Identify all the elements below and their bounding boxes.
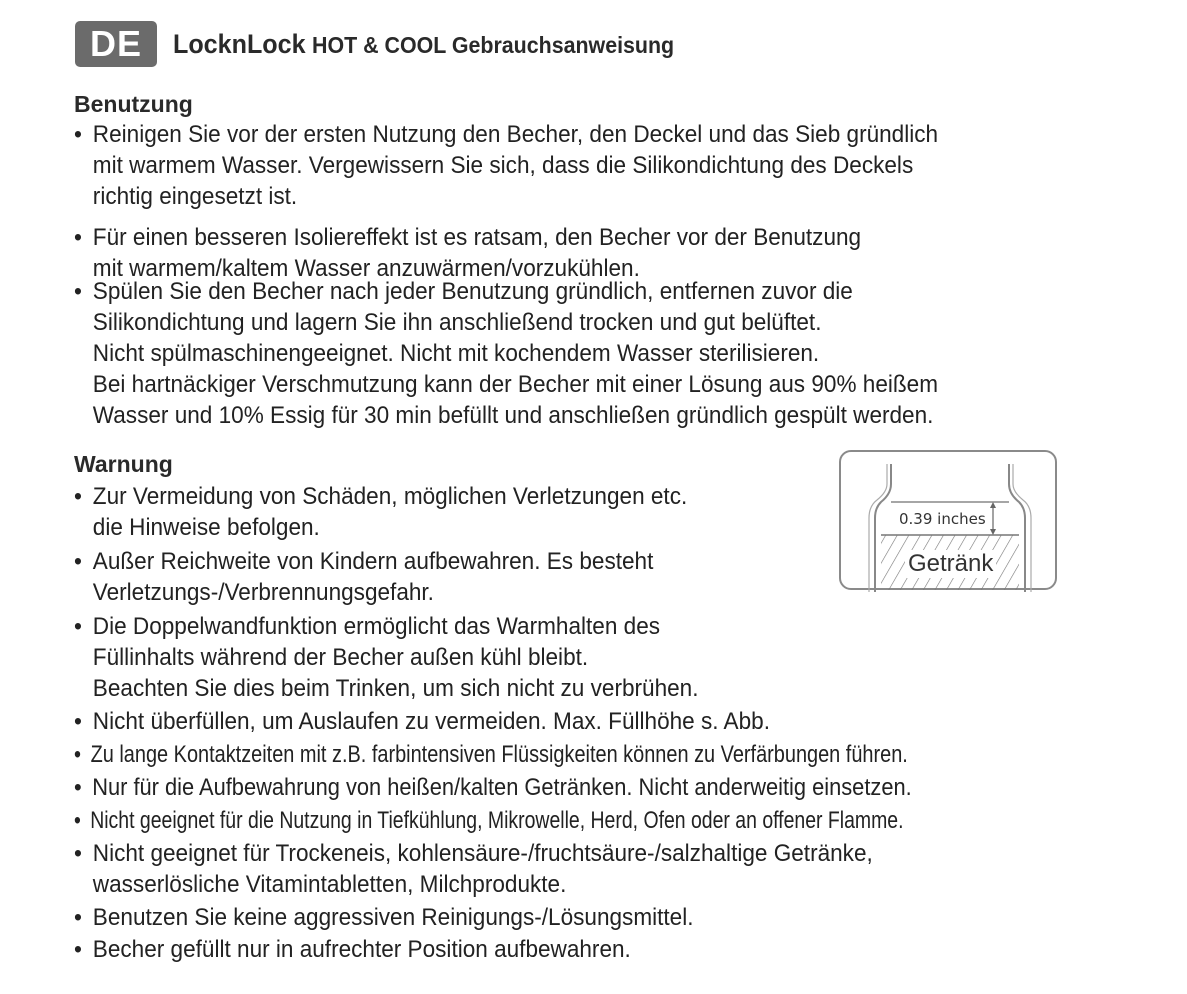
warning-item xyxy=(74,805,1098,836)
warning-item xyxy=(74,838,924,900)
usage-item xyxy=(74,222,911,284)
warning-item-line: • Die Doppelwandfunktion ermöglicht das Warmhalten des xyxy=(74,611,698,642)
fill-gap-label: 0.39 inches xyxy=(899,510,986,528)
warning-item-line: • Nicht geeignet für die Nutzung in Tiefkühlung, Mikrowelle, Herd, Ofen oder an offener Flamme. xyxy=(74,805,904,836)
warning-item-line: Beachten Sie dies beim Trinken, um sich nicht zu verbrühen. xyxy=(92,675,699,702)
warning-item-line: • Benutzen Sie keine aggressiven Reinigungs-/Lösungsmittel. xyxy=(74,902,694,933)
usage-item-line: • Spülen Sie den Becher nach jeder Benutzung gründlich, entfernen zuvor die xyxy=(74,276,938,307)
warning-item xyxy=(74,611,738,704)
drink-label: Getränk xyxy=(905,550,996,578)
warning-item-line: • Zu lange Kontaktzeiten mit z.B. farbintensiven Flüssigkeiten können zu Verfärbungen führen. xyxy=(74,739,908,770)
warning-item xyxy=(74,772,995,803)
usage-item-line: richtig eingesetzt ist. xyxy=(92,183,298,210)
page-title xyxy=(173,29,674,60)
usage-item-line: Nicht spülmaschinengeeignet. Nicht mit kochendem Wasser sterilisieren. xyxy=(92,340,820,367)
usage-item-line: mit warmem/kaltem Wasser anzuwärmen/vorzukühlen. xyxy=(92,255,640,282)
fill-level-figure xyxy=(839,450,1057,590)
warning-item xyxy=(74,546,690,608)
warning-item-line: wasserlösliche Vitamintabletten, Milchprodukte. xyxy=(92,871,567,898)
page-header xyxy=(75,20,712,68)
usage-heading: Benutzung xyxy=(74,91,193,117)
warning-item-line: Füllinhalts während der Becher außen kühl bleibt. xyxy=(92,644,589,671)
usage-item-line: mit warmem Wasser. Vergewissern Sie sich, dass die Silikondichtung des Deckels xyxy=(92,152,914,179)
warning-item-line: • Nicht geeignet für Trockeneis, kohlensäure-/fruchtsäure-/salzhaltige Getränke, xyxy=(74,838,873,869)
warning-item xyxy=(74,481,726,543)
usage-item-line: • Für einen besseren Isoliereffekt ist es ratsam, den Becher vor der Benutzung xyxy=(74,222,861,253)
warning-item-line: Verletzungs-/Verbrennungsgefahr. xyxy=(92,579,434,606)
brand-name: LocknLock xyxy=(173,28,306,59)
usage-item-line: Wasser und 10% Essig für 30 min befüllt und anschließen gründlich gespült werden. xyxy=(92,402,934,429)
warning-item xyxy=(74,902,733,933)
warning-item xyxy=(74,739,1079,770)
language-badge: DE xyxy=(75,21,157,67)
warning-item-line: • Becher gefüllt nur in aufrechter Position aufbewahren. xyxy=(74,934,631,965)
warning-item xyxy=(74,706,814,737)
title-text: HOT & COOL Gebrauchsanweisung xyxy=(312,31,675,58)
usage-item-line: • Reinigen Sie vor der ersten Nutzung den Becher, den Deckel und das Sieb gründlich xyxy=(74,119,938,150)
warning-item-line: • Außer Reichweite von Kindern aufbewahren. Es besteht xyxy=(74,546,653,577)
warning-item-line: • Nicht überfüllen, um Auslaufen zu vermeiden. Max. Füllhöhe s. Abb. xyxy=(74,706,770,737)
warning-item-line: • Nur für die Aufbewahrung von heißen/kalten Getränken. Nicht anderweitig einsetzen. xyxy=(74,772,912,803)
usage-item xyxy=(74,276,993,431)
usage-item-line: Bei hartnäckiger Verschmutzung kann der Becher mit einer Lösung aus 90% heißem xyxy=(92,371,939,398)
warning-item-line: • Zur Vermeidung von Schäden, möglichen Verletzungen etc. xyxy=(74,481,687,512)
usage-item-line: Silikondichtung und lagern Sie ihn anschließend trocken und gut belüftet. xyxy=(92,309,822,336)
warning-item-line: die Hinweise befolgen. xyxy=(92,514,320,541)
warning-heading: Warnung xyxy=(74,451,173,477)
usage-item xyxy=(74,119,993,212)
warning-item xyxy=(74,934,666,965)
